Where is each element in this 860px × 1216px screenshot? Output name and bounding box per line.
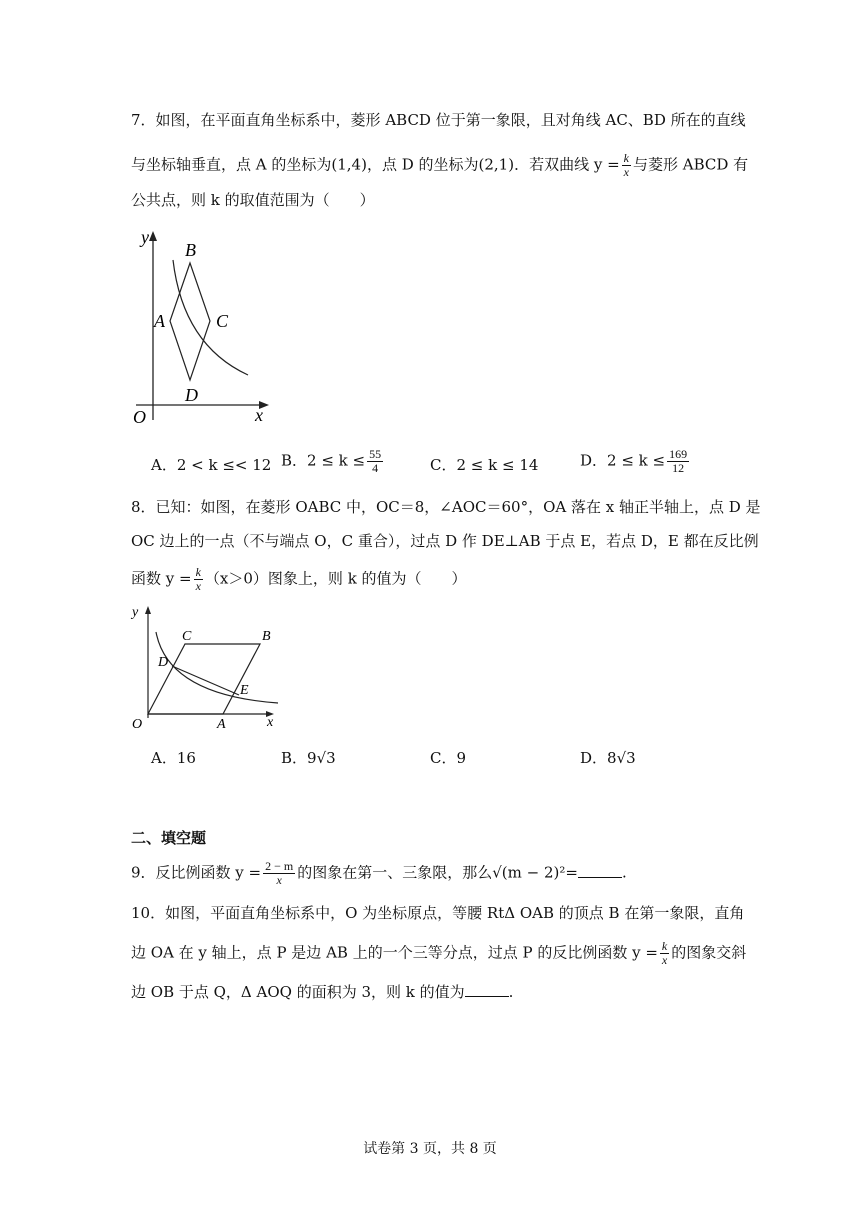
q7-option-b[interactable] — [281, 448, 385, 475]
q7-label-a: A — [154, 311, 165, 331]
q9-text-c: = — [565, 863, 578, 882]
q7-figure — [128, 225, 278, 435]
q7-option-d-num: 169 — [669, 447, 688, 461]
q9-radical: √(m − 2)² — [492, 863, 566, 882]
q7-option-b-fraction — [367, 448, 383, 475]
q8-label-y: y — [132, 605, 139, 620]
q8-option-a[interactable]: A．16 — [151, 749, 196, 767]
q8-line1: 8．已知：如图，在菱形 OABC 中，OC＝8，∠AOC＝60°，OA 落在 x 轴正半轴上，点 D 是 — [131, 498, 761, 516]
q8-line3-b: （x＞0）图象上，则 k 的值为（ ） — [204, 569, 467, 588]
q10-line2-b: 的图象交斜 — [671, 943, 747, 962]
q10-frac-num: k — [661, 939, 668, 953]
q7-line2-a: 与坐标轴垂直，点 A 的坐标为 — [131, 155, 332, 174]
q7-option-d-prefix: D．2 ≤ k ≤ — [580, 451, 666, 470]
q7-label-c: C — [216, 311, 229, 331]
q10-line2-a: 边 OA 在 y 轴上，点 P 是边 AB 上的一个三等分点，过点 P 的反比例函数 y = — [131, 943, 658, 962]
q9-text-d: . — [621, 863, 627, 882]
q8-fraction — [194, 566, 203, 593]
q7-label-y: y — [141, 227, 149, 247]
q10-answer-blank[interactable] — [465, 982, 509, 997]
q8-label-a: A — [217, 717, 226, 732]
q8-option-b[interactable]: B．9√3 — [281, 749, 336, 767]
q8-line3 — [131, 566, 467, 593]
q7-option-b-den: 4 — [367, 461, 383, 475]
q7-option-b-prefix: B．2 ≤ k ≤ — [281, 451, 366, 470]
q8-line2: OC 边上的一点（不与端点 O，C 重合），过点 D 作 DE⊥AB 于点 E，若点 D，E 都在反比例 — [131, 532, 759, 550]
q8-label-e: E — [240, 683, 249, 698]
q8-label-d: D — [158, 655, 169, 670]
q8-label-c: C — [182, 629, 192, 644]
q8-label-b: B — [262, 629, 271, 644]
q8-segment-de — [172, 666, 239, 695]
q7-line2-b: ，点 D 的坐标为 — [366, 155, 479, 174]
q7-line2-d: 与菱形 ABCD 有 — [633, 155, 749, 174]
q7-line2 — [131, 152, 748, 179]
q8-y-arrow-icon — [145, 606, 151, 614]
q10-line3-a: 边 OB 于点 Q，Δ AOQ 的面积为 3，则 k 的值为 — [131, 983, 465, 1001]
q10-line2 — [131, 940, 746, 967]
q10-fraction — [660, 940, 669, 967]
q9-line — [131, 860, 627, 887]
q10-line1: 10．如图，平面直角坐标系中，O 为坐标原点，等腰 RtΔ OAB 的顶点 B 在第一象限，直角 — [131, 904, 745, 922]
q8-option-d[interactable]: D．8√3 — [580, 749, 636, 767]
q7-line1: 7．如图，在平面直角坐标系中，菱形 ABCD 位于第一象限，且对角线 AC、BD 所在的直线 — [131, 111, 746, 129]
q9-answer-blank[interactable] — [578, 863, 622, 878]
q8-label-o: O — [132, 717, 143, 732]
q7-point-d: (2,1) — [478, 155, 515, 174]
q7-hyperbola — [173, 260, 248, 375]
q7-label-x: x — [255, 405, 263, 425]
q9-frac-num: 2 − m — [265, 859, 294, 873]
q7-option-c[interactable]: C．2 ≤ k ≤ 14 — [430, 456, 539, 474]
q7-frac-den: x — [623, 165, 629, 179]
q10-line3-b: . — [508, 983, 514, 1001]
q8-frac-num: k — [195, 565, 201, 579]
q10-frac-den: x — [661, 953, 668, 967]
q9-text-a: 9．反比例函数 y = — [131, 863, 262, 882]
q7-y-arrow-icon — [149, 231, 157, 241]
page-footer: 试卷第 3 页，共 8 页 — [363, 1141, 497, 1157]
q7-option-b-num: 55 — [369, 447, 382, 461]
q7-label-b: B — [185, 240, 196, 260]
q10-line3 — [131, 982, 513, 1002]
q7-label-d: D — [185, 385, 198, 405]
q8-line3-a: 函数 y = — [131, 569, 192, 588]
q7-line2-c: ．若双曲线 y = — [514, 155, 620, 174]
q7-line3: 公共点，则 k 的取值范围为（ ） — [131, 191, 375, 209]
section-fill-in-title: 二、填空题 — [131, 829, 207, 847]
q8-option-c[interactable]: C．9 — [430, 749, 467, 767]
q7-option-d-den: 12 — [667, 461, 689, 475]
q7-option-d-fraction — [667, 448, 689, 475]
q9-fraction — [263, 860, 295, 887]
q7-label-o: O — [133, 407, 146, 427]
q9-frac-den: x — [263, 873, 295, 887]
q8-label-x: x — [267, 715, 274, 730]
q7-point-a: (1,4) — [331, 155, 367, 174]
q8-hyperbola — [156, 632, 278, 703]
q7-fraction — [622, 152, 631, 179]
q7-frac-num: k — [623, 151, 629, 165]
q9-text-b: 的图象在第一、三象限，那么 — [297, 863, 493, 882]
q8-figure — [128, 600, 288, 735]
q7-option-d[interactable] — [580, 448, 691, 475]
q7-option-a[interactable]: A．2 < k ≤< 12 — [151, 456, 272, 474]
q8-frac-den: x — [195, 579, 201, 593]
